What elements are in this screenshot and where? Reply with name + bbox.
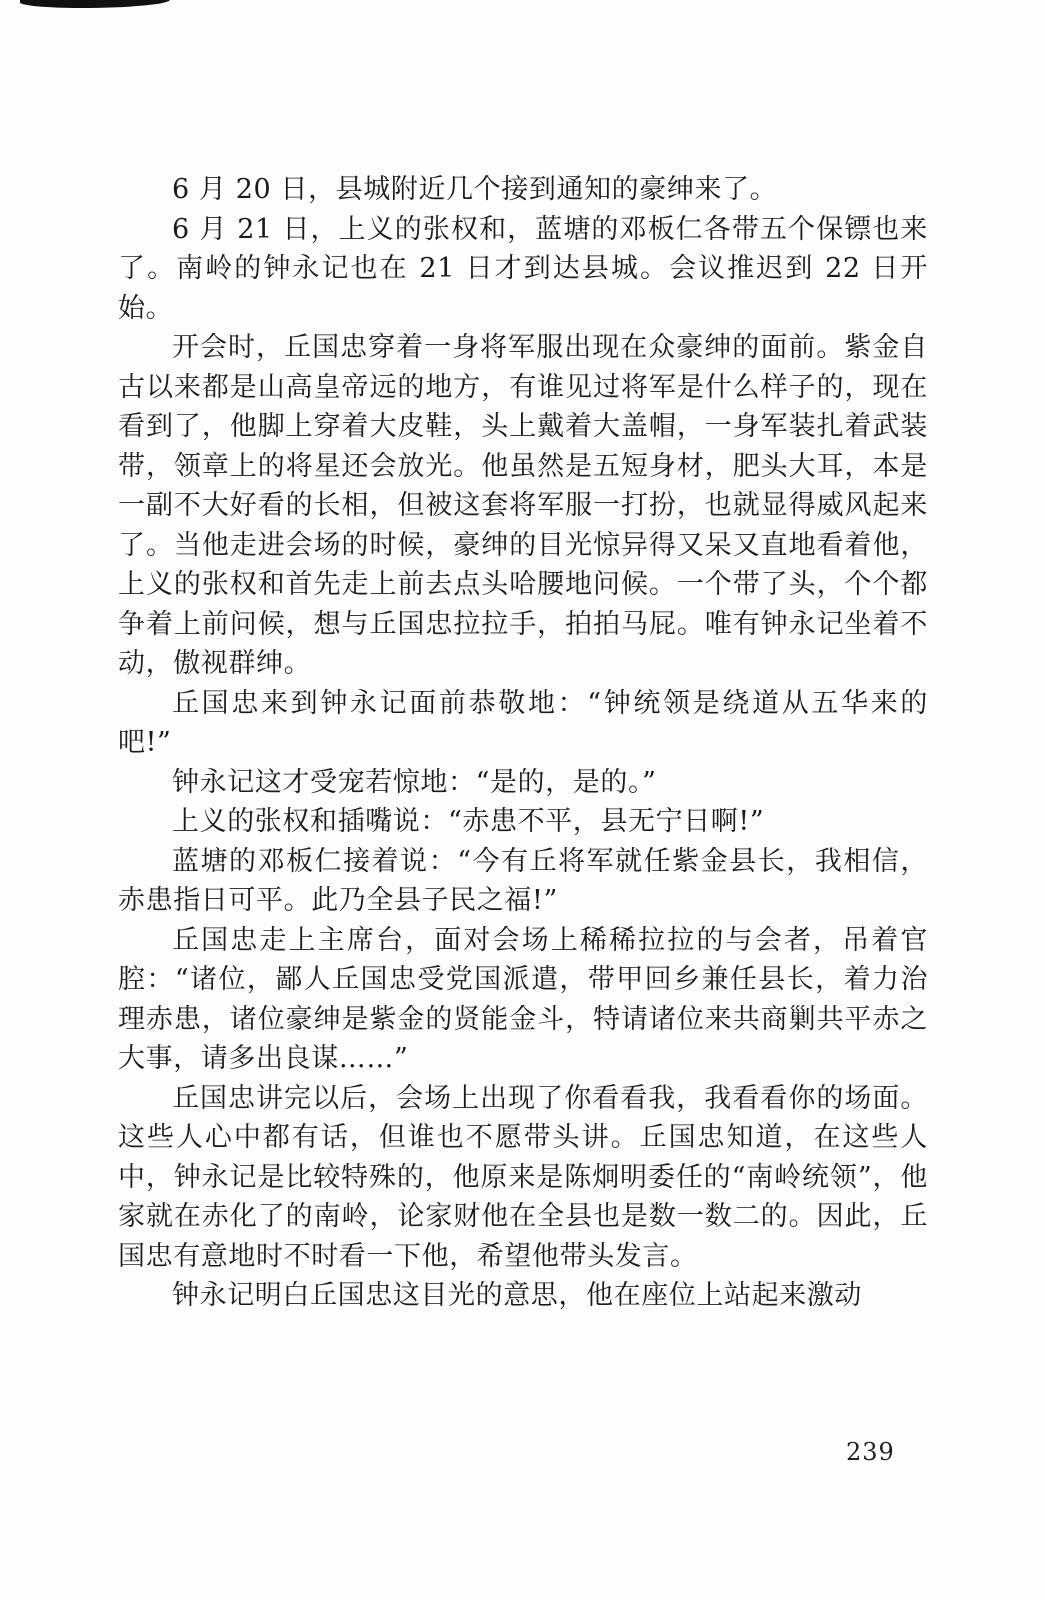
paragraph-10: 钟永记明白丘国忠这目光的意思，他在座位上站起来激动	[172, 1280, 862, 1311]
paragraph-6: 上义的张权和插嘴说：“赤患不平，县无宁日啊!”	[172, 806, 765, 837]
paragraph-2: 6 月 21 日，上义的张权和，蓝塘的邓板仁各带五个保镖也来了。南岭的钟永记也在 21 日才到达县城。会议推迟到 22 日开始。	[118, 213, 928, 324]
paragraph-5: 钟永记这才受宠若惊地：“是的，是的。”	[172, 766, 657, 798]
page-number: 239	[846, 1438, 895, 1466]
paragraph-9: 丘国忠讲完以后，会场上出现了你看看我，我看看你的场面。这些人心中都有话，但谁也不愿带头讲。丘国忠知道，在这些人中，钟永记是比较特殊的，他原来是陈炯明委任的“南岭统领”，他家就在赤化了的南岭，论家财他在全县也是数一数二的。因此，丘国忠有意地时不时看一下他，希望他带头发言。	[118, 1082, 928, 1272]
paragraph-7: 蓝塘的邓板仁接着说：“今有丘将军就任紫金县长，我相信，赤患指日可平。此乃全县子民之福!”	[118, 845, 928, 916]
paragraph-1: 6 月 20 日，县城附近几个接到通知的豪绅来了。	[172, 174, 778, 205]
page-body	[118, 170, 928, 1316]
paragraph-8: 丘国忠走上主席台，面对会场上稀稀拉拉的与会者，吊着官腔：“诸位，鄙人丘国忠受党国派遣，带甲回乡兼任县长，着力治理赤患，诸位豪绅是紫金的贤能金斗，特请诸位来共商剿共平赤之大事，请多出良谋……”	[118, 924, 928, 1074]
paragraph-4: 丘国忠来到钟永记面前恭敬地：“钟统领是绕道从五华来的吧!”	[118, 687, 928, 758]
paragraph-3: 开会时，丘国忠穿着一身将军服出现在众豪绅的面前。紫金自古以来都是山高皇帝远的地方，有谁见过将军是什么样子的，现在看到了，他脚上穿着大皮鞋，头上戴着大盖帽，一身军装扎着武装带，领章上的将星还会放光。他虽然是五短身材，肥头大耳，本是一副不大好看的长相，但被这套将军服一打扮，也就显得威风起来了。当他走进会场的时候，豪绅的目光惊异得又呆又直地看着他，上义的张权和首先走上前去点头哈腰地问候。一个带了头，个个都争着上前问候，想与丘国忠拉拉手，拍拍马屁。唯有钟永记坐着不动，傲视群绅。	[118, 332, 928, 679]
scan-edge-mark	[20, 0, 170, 8]
